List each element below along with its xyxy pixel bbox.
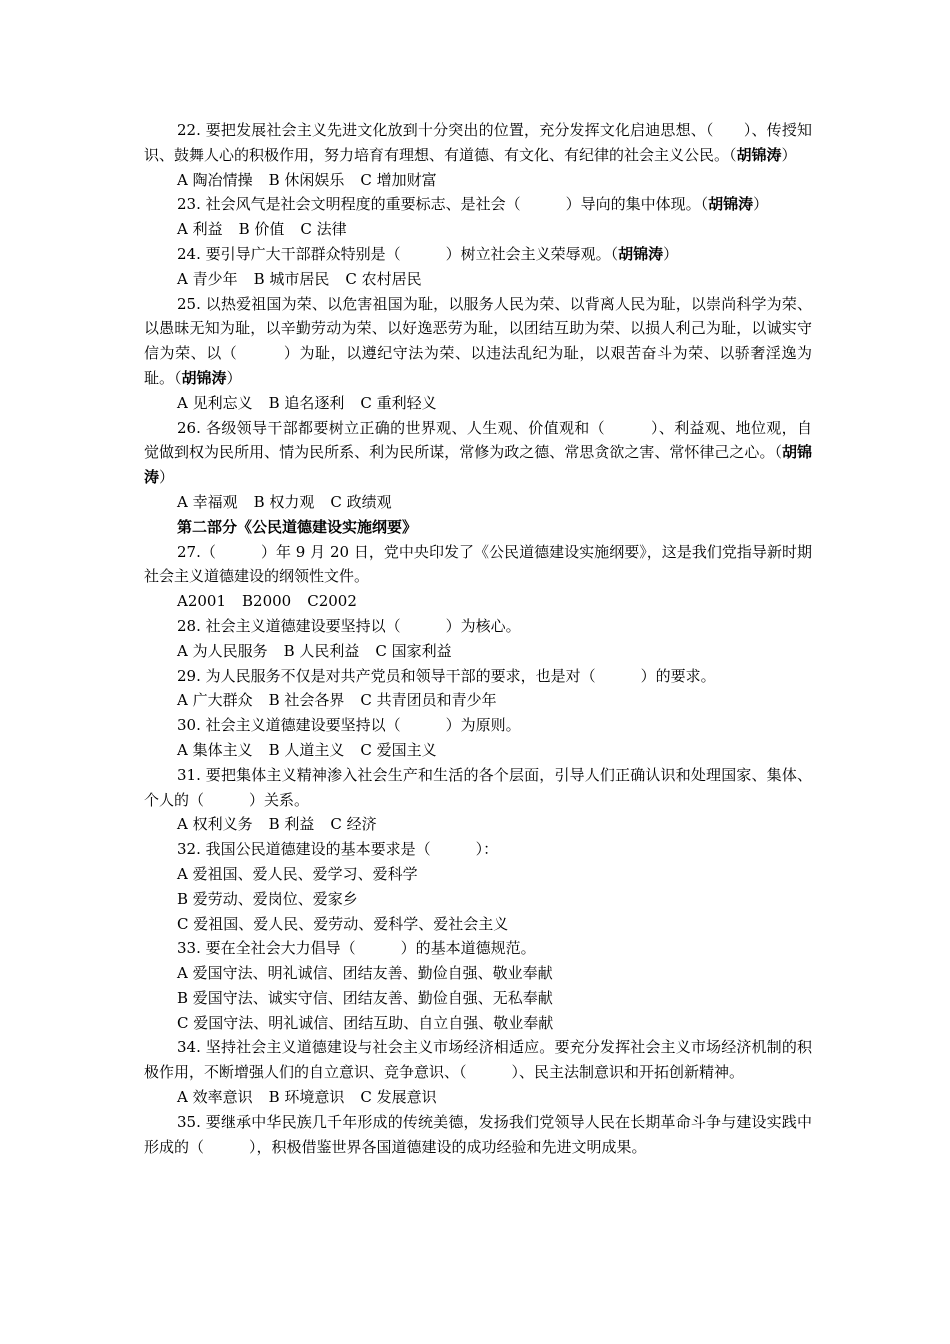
- question-text: 22. 要把发展社会主义先进文化放到十分突出的位置，充分发挥文化启迪思想、（ ）、传授知识、鼓舞人心的积极作用，努力培育有理想、有道德、有文化、有纪律的社会主义公民。（: [144, 121, 812, 164]
- bracket: ）: [753, 195, 769, 214]
- question-text: 26. 各级领导干部都要树立正确的世界观、人生观、价值观和（ ）、利益观、地位观，自觉做到权为民所用、情为民所系、利为民所谋，常修为政之德、常思贪欲之害、常怀律己之心。（: [144, 418, 812, 462]
- options-22: [144, 168, 812, 193]
- question-28: 28. 社会主义道德建设要坚持以（ ）为核心。: [177, 616, 521, 635]
- option-a: A 利益: [177, 220, 223, 239]
- question-32: 32. 我国公民道德建设的基本要求是（ ）：: [177, 840, 499, 859]
- options-27: [144, 589, 812, 614]
- option-a: A 权利义务: [177, 815, 253, 834]
- option-c: C 政绩观: [330, 492, 392, 511]
- question-22: [144, 118, 812, 168]
- option-b: B2000: [242, 592, 292, 611]
- bracket: ）: [781, 145, 797, 164]
- option-b: B 追名逐利: [268, 393, 345, 412]
- option-c: C 法律: [300, 220, 347, 239]
- option-33-a: A 爱国守法、明礼诚信、团结友善、勤俭自强、敬业奉献: [177, 964, 553, 983]
- question-text: 24. 要引导广大干部群众特别是（ ）树立社会主义荣辱观。（: [177, 244, 619, 263]
- option-b: B 环境意识: [268, 1088, 345, 1107]
- option-b: B 城市居民: [253, 269, 330, 288]
- question-27: 27.（ ）年 9 月 20 日，党中央印发了《公民道德建设实施纲要》，这是我们党指导新时期社会主义道德建设的纲领性文件。: [144, 542, 812, 586]
- option-32-b: B 爱劳动、爱岗位、爱家乡: [177, 889, 358, 908]
- bracket: ）: [226, 368, 242, 387]
- question-34: 34. 坚持社会主义道德建设与社会主义市场经济相适应。要充分发挥社会主义市场经济机制的积极作用，不断增强人们的自立意识、竞争意识、（ ）、民主法制意识和开拓创新精神。: [144, 1038, 812, 1082]
- option-b: B 权力观: [253, 492, 315, 511]
- option-32-c: C 爱祖国、爱人民、爱劳动、爱科学、爱社会主义: [177, 914, 509, 933]
- option-a: A 青少年: [177, 269, 238, 288]
- options-31: [144, 812, 812, 837]
- option-b: B 休闲娱乐: [268, 170, 345, 189]
- option-a: A 见利忘义: [177, 393, 253, 412]
- option-a: A 广大群众: [177, 691, 253, 710]
- option-33-c: C 爱国守法、明礼诚信、团结互助、自立自强、敬业奉献: [177, 1013, 554, 1032]
- option-c: C 共青团员和青少年: [360, 691, 497, 710]
- source-label: 胡锦涛: [144, 443, 812, 487]
- question-29: 29. 为人民服务不仅是对共产党员和领导干部的要求，也是对（ ）的要求。: [177, 666, 716, 685]
- option-a: A 为人民服务: [177, 641, 268, 660]
- options-25: [144, 391, 812, 416]
- option-b: B 价值: [238, 220, 285, 239]
- option-b: B 社会各界: [268, 691, 345, 710]
- bracket: ）: [663, 244, 679, 263]
- options-24: [144, 267, 812, 292]
- options-26: [144, 490, 812, 515]
- question-35: 35. 要继承中华民族几千年形成的传统美德，发扬我们党领导人民在长期革命斗争与建设实践中形成的（ ），积极借鉴世界各国道德建设的成功经验和先进文明成果。: [144, 1112, 812, 1156]
- question-text: 25. 以热爱祖国为荣、以危害祖国为耻，以服务人民为荣、以背离人民为耻，以崇尚科学为荣、以愚昧无知为耻，以辛勤劳动为荣、以好逸恶劳为耻，以团结互助为荣、以损人利己为耻，以诚实守信为荣、以（ ）为耻，以遵纪守法为荣、以违法乱纪为耻，以艰苦奋斗为荣、以骄奢淫逸为耻。（: [144, 294, 812, 387]
- option-33-b: B 爱国守法、诚实守信、团结友善、勤俭自强、无私奉献: [177, 988, 553, 1007]
- options-34: [144, 1085, 812, 1110]
- option-a: A 陶冶情操: [177, 170, 253, 189]
- question-25: [144, 292, 812, 391]
- option-a: A2001: [177, 592, 227, 611]
- options-30: [144, 738, 812, 763]
- source-label: 胡锦涛: [708, 195, 754, 214]
- source-label: 胡锦涛: [181, 368, 227, 387]
- option-b: B 人道主义: [268, 740, 345, 759]
- option-c: C 经济: [330, 815, 377, 834]
- bracket: ）: [159, 468, 175, 487]
- options-29: [144, 688, 812, 713]
- document-page: [144, 118, 812, 1159]
- option-c: C 重利轻义: [360, 393, 437, 412]
- option-a: A 效率意识: [177, 1088, 253, 1107]
- question-31: 31. 要把集体主义精神渗入社会生产和生活的各个层面，引导人们正确认识和处理国家、集体、个人的（ ）关系。: [144, 765, 812, 809]
- option-c: C 发展意识: [360, 1088, 437, 1107]
- question-30: 30. 社会主义道德建设要坚持以（ ）为原则。: [177, 716, 521, 735]
- option-b: B 利益: [268, 815, 315, 834]
- option-a: A 集体主义: [177, 740, 253, 759]
- source-label: 胡锦涛: [618, 244, 664, 263]
- question-23: [144, 192, 812, 217]
- options-23: [144, 217, 812, 242]
- option-c: C 国家利益: [375, 641, 452, 660]
- option-32-a: A 爱祖国、爱人民、爱学习、爱科学: [177, 864, 418, 883]
- option-c: C 爱国主义: [360, 740, 437, 759]
- question-text: 23. 社会风气是社会文明程度的重要标志、是社会（ ）导向的集中体现。（: [177, 195, 709, 214]
- question-26: [144, 416, 812, 490]
- source-label: 胡锦涛: [736, 145, 782, 164]
- options-28: [144, 639, 812, 664]
- option-a: A 幸福观: [177, 492, 238, 511]
- option-c: C2002: [307, 592, 357, 611]
- option-c: C 增加财富: [360, 170, 437, 189]
- question-33: 33. 要在全社会大力倡导（ ）的基本道德规范。: [177, 939, 536, 958]
- option-b: B 人民利益: [283, 641, 360, 660]
- option-c: C 农村居民: [345, 269, 422, 288]
- section-heading: 第二部分《公民道德建设实施纲要》: [177, 517, 418, 536]
- question-24: [144, 242, 812, 267]
